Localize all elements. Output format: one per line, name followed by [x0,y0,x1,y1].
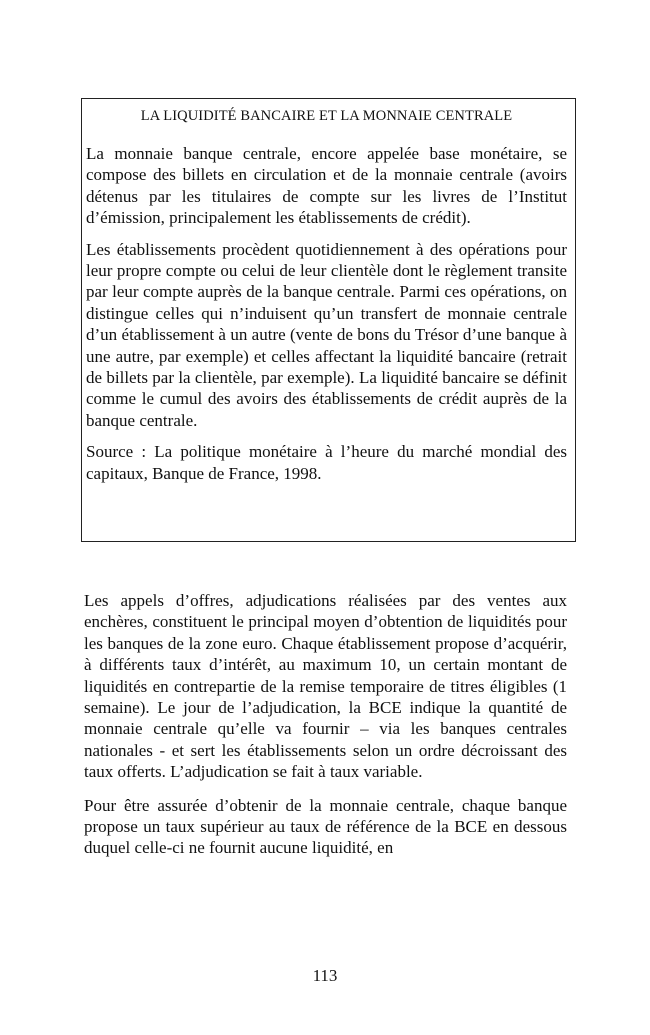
main-text [84,590,567,859]
box-source: Source : La politique monétaire à l’heure du marché mondial des capitaux, Banque de France, 1998. [86,442,567,483]
box-paragraph-definition: La monnaie banque centrale, encore appelée base monétaire, se compose des billets en circulation et de la monnaie centrale (avoirs détenus par les titulaires de compte sur les livres de l’Institut d’émission, principalement les établissements de crédit). [86,144,567,228]
box-paragraph-operations: Les établissements procèdent quotidiennement à des opérations pour leur propre compte ou celui de leur clientèle dont le règlement transite par leur compte auprès de la banque centrale. Parmi ces opérations, on distingue celles qui n’induisent qu’un transfert de monnaie centrale d’un établissement à un autre (vente de bons du Trésor d’une banque à une autre, par exemple) et celles affectant la liquidité bancaire (retrait de billets par la clientèle, par exemple). La liquidité bancaire se définit comme le cumul des avoirs des établissements de crédit auprès de la banque centrale. [86,239,567,430]
box-title: LA LIQUIDITÉ BANCAIRE ET LA MONNAIE CENTRALE [140,108,513,124]
body-paragraph-rates: Pour être assurée d’obtenir de la monnaie centrale, chaque banque propose un taux supérieur au taux de référence de la BCE en dessous duquel celle-ci ne fournit aucune liquidité, en [84,795,567,858]
page-number: 113 [312,966,338,985]
body-paragraph-tenders: Les appels d’offres, adjudications réalisées par des ventes aux enchères, constituent le principal moyen d’obtention de liquidités pour les banques de la zone euro. Chaque établissement propose d’acquérir, à différents taux d’intérêt, au maximum 10, un certain montant de liquidités en contrepartie de la remise temporaire de titres éligibles (1 semaine). Le jour de l’adjudication, la BCE indique la quantité de monnaie centrale qu’elle va fournir – via les banques centrales nationales - et sert les établissements selon un ordre décroissant des taux offerts. L’adjudication se fait à taux variable. [84,591,567,782]
boxed-insert [81,98,576,542]
